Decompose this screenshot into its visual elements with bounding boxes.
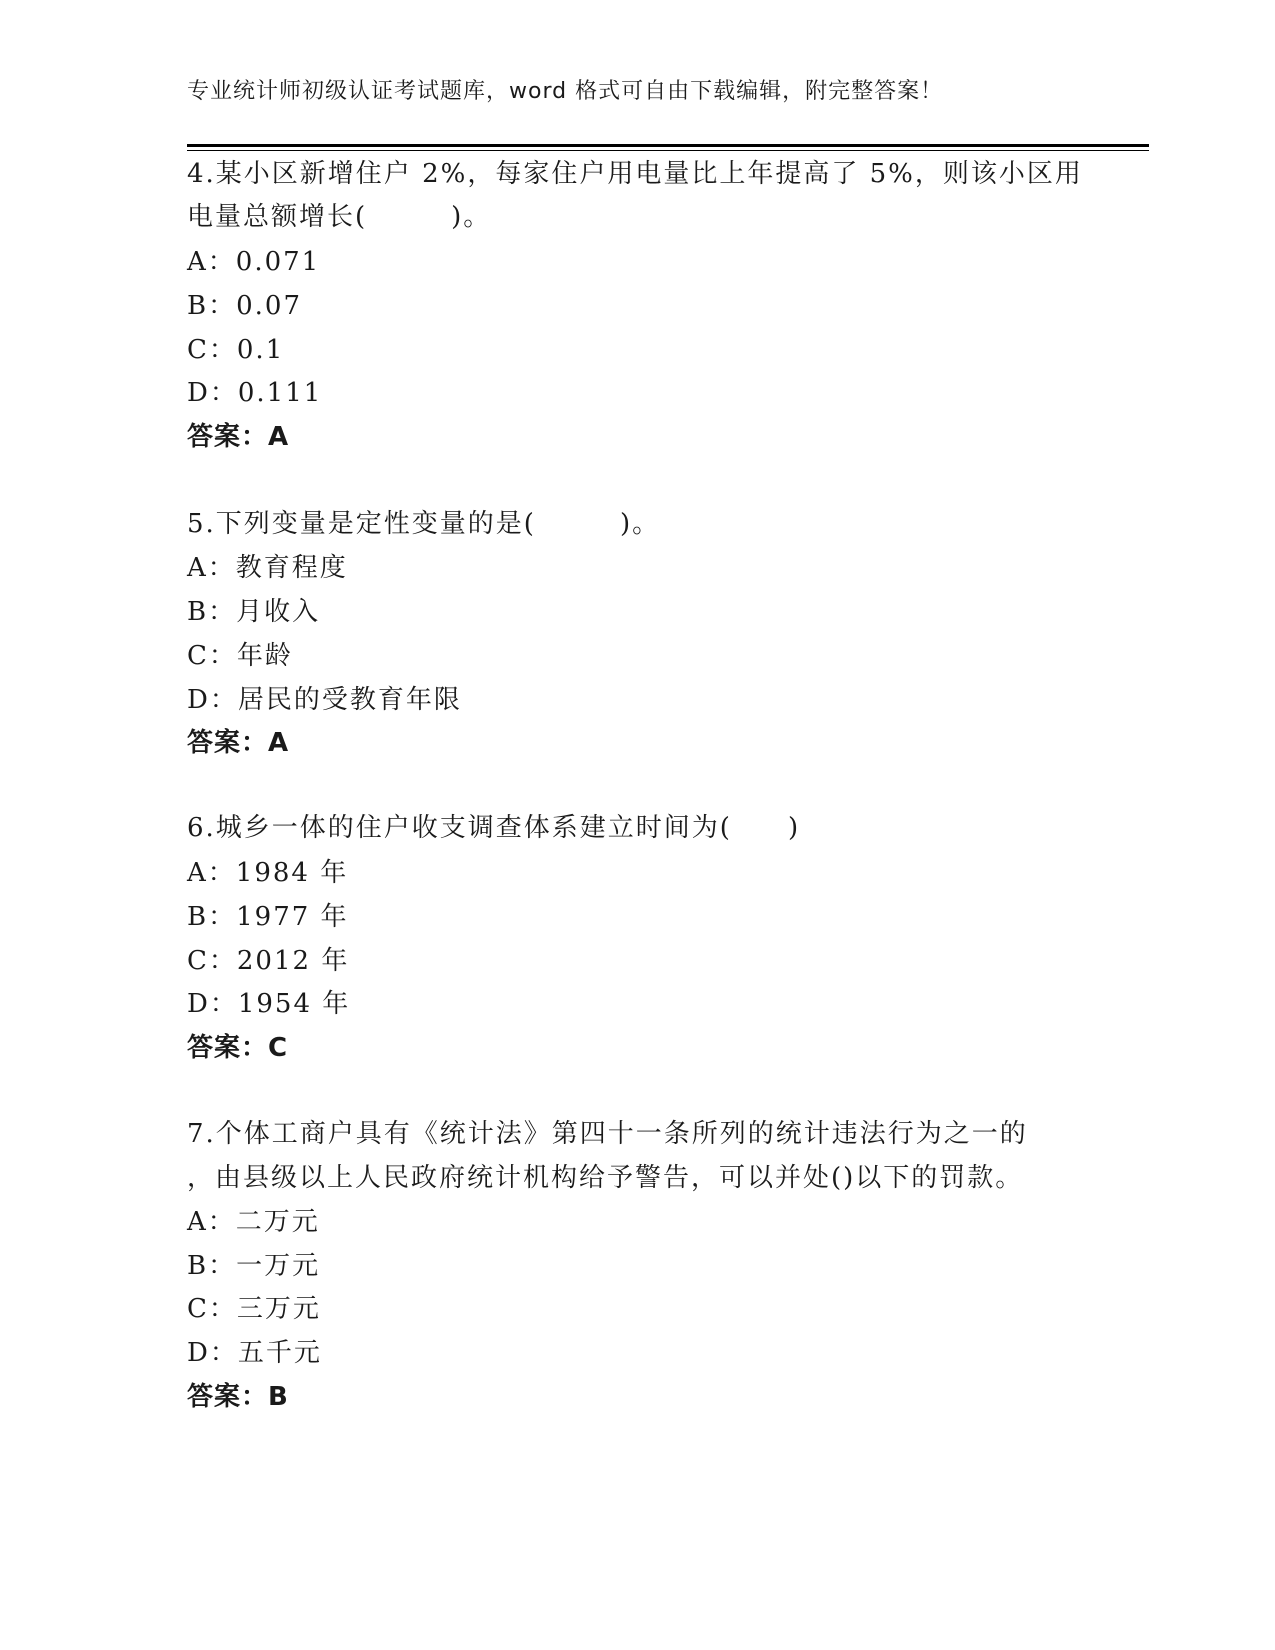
question-stem: 7.个体工商户具有《统计法》第四十一条所列的统计违法行为之一的 [187, 1119, 1028, 1149]
question-stem: 5.下列变量是定性变量的是( )。 [187, 509, 661, 539]
option-a: A：教育程度 [187, 553, 348, 583]
option-d: D：居民的受教育年限 [187, 685, 462, 715]
answer: 答案：C [187, 1033, 289, 1063]
option-c: C：2012 年 [187, 946, 350, 976]
option-d: D：五千元 [187, 1338, 322, 1368]
header-divider-thin [187, 150, 1149, 151]
option-b: B：0.07 [187, 291, 302, 321]
question-stem: ，由县级以上人民政府统计机构给予警告，可以并处()以下的罚款。 [187, 1163, 1024, 1193]
question-stem: 6.城乡一体的住户收支调查体系建立时间为( ) [187, 813, 801, 843]
option-b: B：一万元 [187, 1251, 321, 1281]
header-divider-thick [187, 144, 1149, 147]
option-c: C：三万元 [187, 1294, 321, 1324]
option-a: A：0.071 [187, 247, 321, 277]
option-a: A：1984 年 [187, 858, 349, 888]
option-d: D：0.111 [187, 378, 323, 408]
option-c: C：年龄 [187, 641, 293, 671]
question-stem: 4.某小区新增住户 2%，每家住户用电量比上年提高了 5%，则该小区用 [187, 159, 1083, 189]
option-d: D：1954 年 [187, 989, 351, 1019]
option-c: C：0.1 [187, 335, 285, 365]
document-header: 专业统计师初级认证考试题库，word 格式可自由下载编辑，附完整答案！ [187, 79, 944, 104]
option-a: A：二万元 [187, 1207, 320, 1237]
answer: 答案：B [187, 1382, 289, 1412]
option-b: B：1977 年 [187, 902, 349, 932]
question-stem: 电量总额增长( )。 [187, 202, 492, 232]
option-b: B：月收入 [187, 597, 321, 627]
answer: 答案：A [187, 422, 290, 452]
answer: 答案：A [187, 728, 290, 758]
